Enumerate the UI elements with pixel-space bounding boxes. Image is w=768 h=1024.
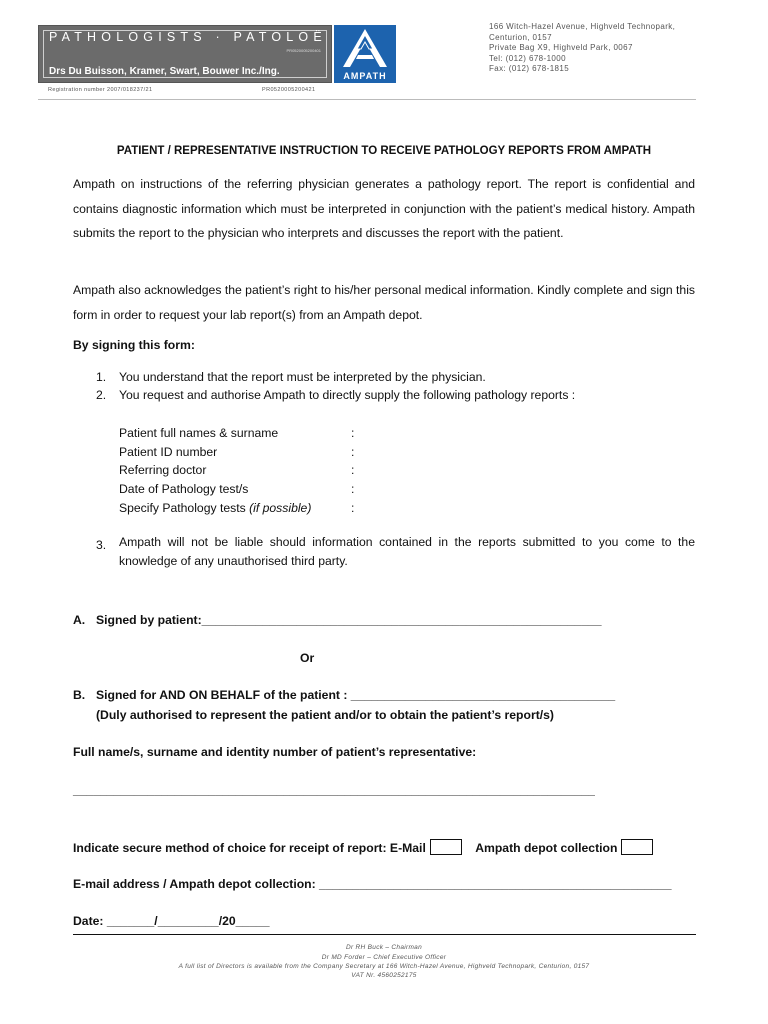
depot-checkbox[interactable] [621,839,653,855]
address-line: Centurion, 0157 [489,32,552,42]
email-checkbox[interactable] [430,839,462,855]
footer-ceo: Dr MD Forder – Chief Executive Officer [321,954,447,961]
address-line: Tel: (012) 678-1000 [489,53,566,63]
representative-input-line[interactable]: _____________________________________________________________________________ [73,783,595,797]
address-line: Private Bag X9, Highveld Park, 0067 [489,43,633,53]
by-signing-heading: By signing this form: [73,338,195,352]
letterhead-banner [38,25,332,83]
field-specify-tests-label: Specify Pathology tests [119,501,246,515]
field-colon: : [351,426,355,440]
field-colon: : [351,501,355,515]
method-label: Indicate secure method of choice for receipt of report: E-Mail [73,841,426,855]
liability-text: Ampath will not be liable should information contained in the reports submitted to you come to the knowledge of any unauthorised third party. [119,535,695,568]
method-choice-row [73,839,653,855]
field-referring-doctor: Referring doctor [119,463,207,477]
footer-divider [73,934,696,935]
header-divider [38,99,696,100]
field-colon: : [351,482,355,496]
registration-number: Registration number 2007/018237/21 [48,87,153,93]
field-colon: : [351,445,355,459]
signed-by-patient-line[interactable]: Signed by patient:___________________________________________________________ [96,613,602,627]
item-number: 1. [96,370,107,384]
field-colon: : [351,463,355,477]
authorised-note: (Duly authorised to represent the patient and/or to obtain the patient’s report/s) [96,708,554,722]
email-address-line[interactable]: E-mail address / Ampath depot collection: ____________________________________________________ [73,877,672,891]
sign-a-letter: A. [73,613,86,627]
representative-label: Full name/s, surname and identity number of patient’s representative: [73,745,477,759]
company-address [489,22,675,75]
logo-text: AMPATH [343,71,387,81]
footer-vat: VAT Nr. 4560252175 [351,972,417,979]
sign-b-letter: B. [73,688,86,702]
pr-number: PR0520005200421 [262,87,316,93]
banner-title: PATHOLOGISTS · PATOLOË [49,30,327,44]
field-test-date: Date of Pathology test/s [119,482,249,496]
ampath-logo-mark-icon [340,27,390,69]
depot-option-label: Ampath depot collection [475,841,618,855]
item-number: 2. [96,388,107,402]
address-line: Fax: (012) 678-1815 [489,64,570,74]
item-text: You understand that the report must be interpreted by the physician. [119,370,486,384]
document-title: PATIENT / REPRESENTATIVE INSTRUCTION TO RECEIVE PATHOLOGY REPORTS FROM AMPATH [116,145,652,157]
field-patient-name: Patient full names & surname [119,426,279,440]
field-patient-id: Patient ID number [119,445,218,459]
signed-on-behalf-line[interactable]: Signed for AND ON BEHALF of the patient : _______________________________________ [96,688,616,702]
intro-paragraph: Ampath on instructions of the referring physician generates a pathology report. The report is confidential and contains diagnostic information which must be interpreted in conjunction with the patient’s medical history. Ampath submits the report to the physician who interprets and discusses the report with the patient. [73,177,695,241]
date-line[interactable]: Date: _______/_________/20_____ [73,914,270,928]
item-text: You request and authorise Ampath to directly supply the following pathology reports : [119,388,576,402]
item-number: 3. [96,538,107,552]
field-specify-tests [119,501,311,515]
footer-chairman: Dr RH Buck – Chairman [345,944,422,951]
firm-name: Drs Du Buisson, Kramer, Swart, Bouwer Inc./Ing. [49,66,280,77]
banner-pr-number: PR0520005200401 [286,48,321,53]
rights-paragraph: Ampath also acknowledges the patient’s right to his/her personal medical information. Kindly complete and sign this form in order to request your lab report(s) from an Ampath depot. [73,283,695,322]
address-line: 166 Witch-Hazel Avenue, Highveld Technopark, [489,22,676,31]
field-specify-tests-note: (if possible) [249,501,312,515]
ampath-logo [334,25,396,83]
or-separator: Or [300,651,315,665]
footer-directors: A full list of Directors is available from the Company Secretary at 166 Witch-Hazel Avenue, Highveld Technopark, Centurion, 0157 [178,963,590,970]
